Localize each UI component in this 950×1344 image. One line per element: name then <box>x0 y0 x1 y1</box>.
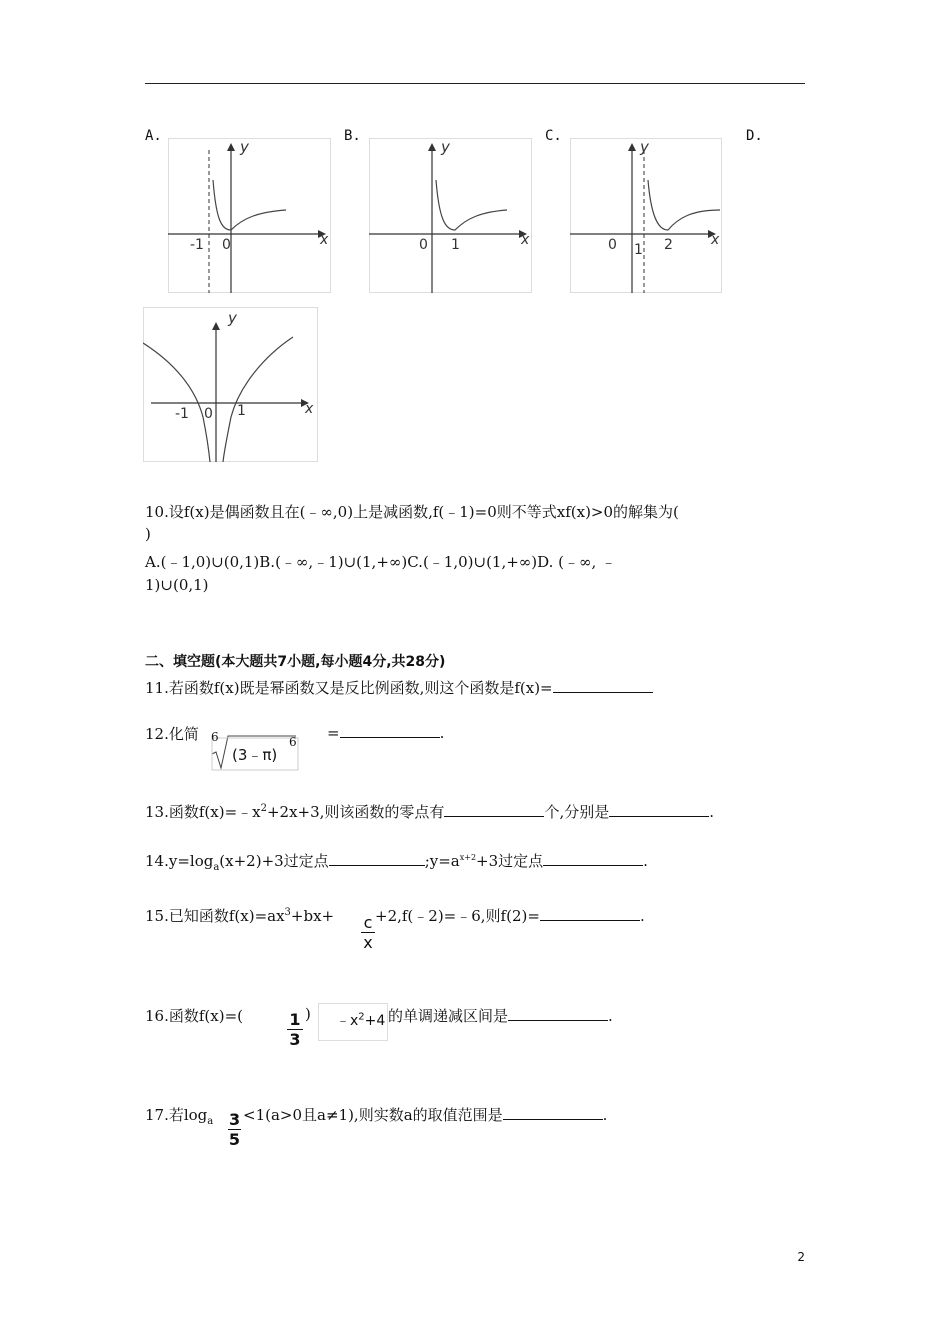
q12-eq: = <box>327 724 340 742</box>
q15-mid: +bx+ <box>290 907 335 925</box>
option-d-label: D. <box>746 128 763 144</box>
graph-d <box>143 307 318 462</box>
q11 <box>145 677 653 698</box>
option-b-label: B. <box>344 128 361 144</box>
q16-den: 3 <box>289 1030 301 1049</box>
q16-exponent <box>336 1010 385 1030</box>
q12-index: 6 <box>211 730 219 744</box>
graph-a-tick-0: 0 <box>222 237 231 253</box>
option-a-label: A. <box>145 128 162 144</box>
graph-d-tick-0: 0 <box>204 406 213 422</box>
q17-rest-wrap <box>243 1104 607 1125</box>
q16-rest: 的单调递减区间是 <box>388 1007 509 1025</box>
q11-answer-blank[interactable] <box>553 678 653 693</box>
q13-zeros-blank[interactable] <box>609 802 709 817</box>
q17-prefix-wrap <box>145 1104 213 1127</box>
q17-fraction <box>228 1110 241 1149</box>
q13 <box>145 801 714 822</box>
graph-b-tick-0: 0 <box>419 237 428 253</box>
graph-a <box>168 138 331 293</box>
q15-end: . <box>639 907 645 925</box>
page-number: 2 <box>797 1250 805 1264</box>
q17-sub: a <box>207 1116 214 1127</box>
q12-answer-blank[interactable] <box>340 723 440 738</box>
q14 <box>145 850 648 873</box>
graph-b-x-label: x <box>521 232 530 248</box>
q15-fraction <box>361 913 375 952</box>
q14-mid: (x+2)+3过定点 <box>219 852 329 870</box>
q15-num: c <box>361 913 375 933</box>
q12-exp: 6 <box>289 735 297 749</box>
graph-b-tick-1: 1 <box>451 237 460 253</box>
graph-c-x-label: x <box>711 232 720 248</box>
q16-exp-b: +4 <box>364 1013 386 1029</box>
graph-d-y-label: y <box>228 309 237 327</box>
graph-c-tick-1: 1 <box>634 242 643 258</box>
section2-heading: 二、填空题(本大题共7小题,每小题4分,共28分) <box>145 654 446 670</box>
q13-count-blank[interactable] <box>444 802 544 817</box>
graph-c-tick-0: 0 <box>608 237 617 253</box>
q14-point2-blank[interactable] <box>543 851 643 866</box>
q17-den: 5 <box>228 1130 241 1149</box>
q10-line1: 10.设f(x)是偶函数且在(﹣∞,0)上是减函数,f(﹣1)=0则不等式xf(x)>0的解集为( <box>145 503 679 521</box>
graph-b <box>369 138 532 293</box>
q17-answer-blank[interactable] <box>503 1105 603 1120</box>
q12-prefix: 12.化简 <box>145 725 199 743</box>
q17-prefix: 17.若log <box>145 1106 208 1124</box>
q14-point1-blank[interactable] <box>329 851 425 866</box>
q16-answer-blank[interactable] <box>508 1006 608 1021</box>
q16-num: 1 <box>287 1010 303 1030</box>
q12-radicand: (3﹣π) <box>232 746 278 764</box>
q14-sub: a <box>213 862 220 873</box>
q15-sup: 3 <box>284 907 291 918</box>
q16-exp-sup: 2 <box>358 1011 365 1023</box>
q16-rest-wrap <box>388 1005 613 1026</box>
graph-a-x-label: x <box>320 232 329 248</box>
q16-exp-a: ﹣x <box>336 1013 359 1029</box>
q13-mid2: 个,分别是 <box>544 803 610 821</box>
q15-rest: +2,f(﹣2)=﹣6,则f(2)= <box>375 907 540 925</box>
q16-end: . <box>608 1007 613 1025</box>
header-rule <box>145 83 805 84</box>
q17-num: 3 <box>229 1110 241 1129</box>
q17-rest: <1(a>0且a≠1),则实数a的取值范围是 <box>243 1106 503 1124</box>
q11-text: 11.若函数f(x)既是幂函数又是反比例函数,则这个函数是f(x)= <box>145 679 553 697</box>
graph-c <box>570 138 722 293</box>
q16-close: ) <box>305 1005 311 1023</box>
graph-d-x-label: x <box>305 401 314 417</box>
q13-mid: +2x+3,则该函数的零点有 <box>266 803 445 821</box>
q10-line4: 1)∪(0,1) <box>145 576 209 594</box>
q16-fraction <box>287 1010 303 1049</box>
graph-a-y-label: y <box>240 138 249 156</box>
graph-c-tick-2: 2 <box>664 237 673 253</box>
q13-end: . <box>709 803 714 821</box>
graph-c-y-label: y <box>640 138 649 156</box>
q15-prefix-wrap <box>145 905 334 926</box>
q14-sup: x+2 <box>459 853 477 862</box>
q10-line2: ) <box>145 525 151 543</box>
graph-d-tick-1: 1 <box>237 403 246 419</box>
q15-answer-blank[interactable] <box>540 906 640 921</box>
q12-end: . <box>439 724 445 742</box>
q13-sup: 2 <box>260 803 267 814</box>
option-c-label: C. <box>545 128 562 144</box>
graph-b-y-label: y <box>441 138 450 156</box>
q14-end: . <box>643 852 648 870</box>
q14-prefix: 14.y=log <box>145 852 214 870</box>
q16-prefix: 16.函数f(x)=( <box>145 1007 243 1025</box>
q17-end: . <box>602 1106 608 1124</box>
q14-sep: ;y=a <box>424 852 460 870</box>
q15-rest-wrap <box>375 905 645 926</box>
graph-d-tick-neg1: -1 <box>175 406 189 422</box>
q14-mid2: +3过定点 <box>476 852 544 870</box>
q10-line3: A.(﹣1,0)∪(0,1)B.(﹣∞,﹣1)∪(1,+∞)C.(﹣1,0)∪(1,+∞)D. (﹣∞, ﹣ <box>145 553 617 571</box>
q15-den: x <box>363 933 373 952</box>
graph-a-tick-neg1: -1 <box>190 237 204 253</box>
q13-prefix: 13.函数f(x)=﹣x <box>145 803 261 821</box>
q12-tail <box>327 723 444 742</box>
q15-prefix: 15.已知函数f(x)=ax <box>145 907 285 925</box>
